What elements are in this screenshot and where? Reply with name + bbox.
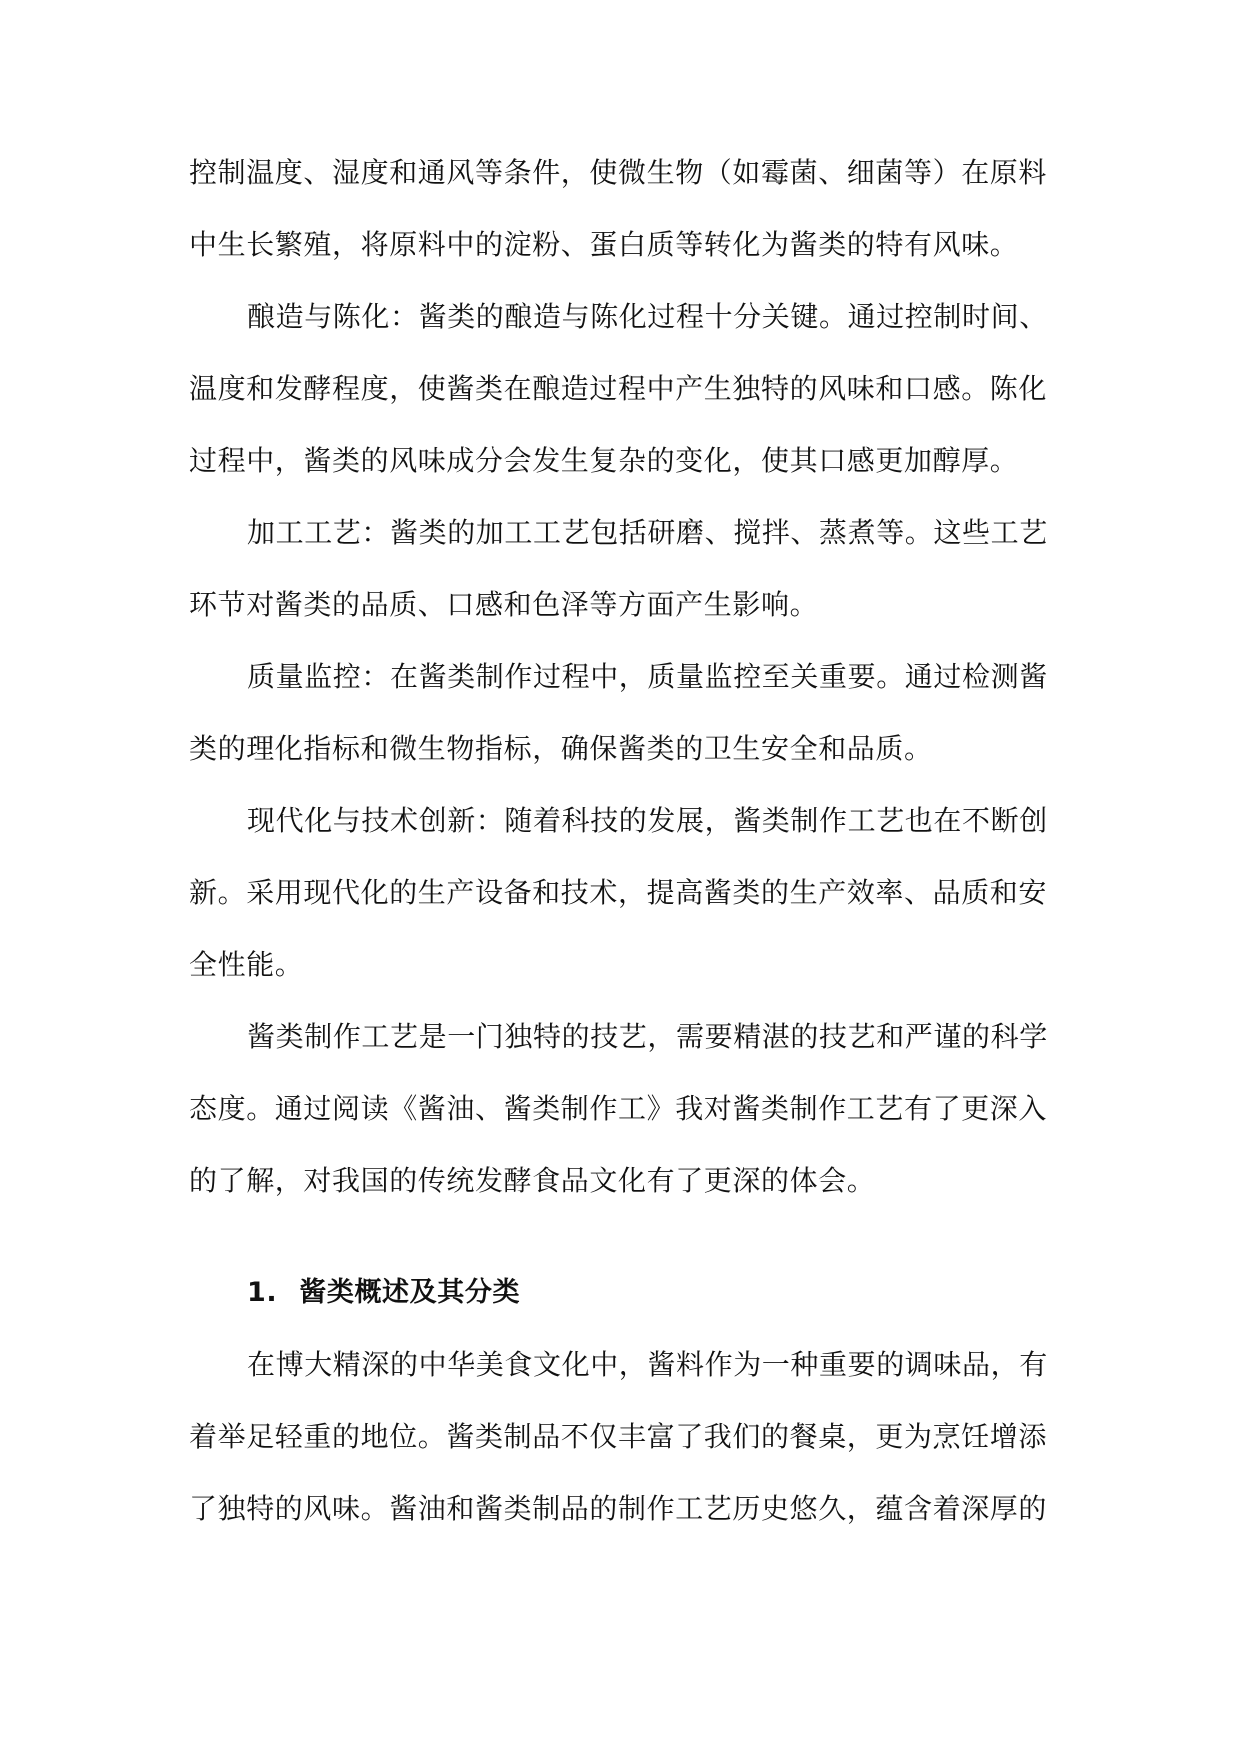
text-line: 新。采用现代化的生产设备和技术，提高酱类的生产效率、品质和安	[189, 876, 1048, 909]
paragraph-fermentation-conditions	[189, 144, 1049, 288]
paragraph-processing	[189, 504, 1049, 648]
text-line: 类的理化指标和微生物指标，确保酱类的卫生安全和品质。	[189, 732, 933, 765]
text-line: 态度。通过阅读《酱油、酱类制作工》我对酱类制作工艺有了更深入	[189, 1092, 1048, 1125]
text-line: 着举足轻重的地位。酱类制品不仅丰富了我们的餐桌，更为烹饪增添	[189, 1420, 1048, 1453]
text-line: 过程中，酱类的风味成分会发生复杂的变化，使其口感更加醇厚。	[189, 444, 1019, 477]
text-line: 控制温度、湿度和通风等条件，使微生物（如霉菌、细菌等）在原料	[189, 156, 1048, 189]
text-line: 中生长繁殖，将原料中的淀粉、蛋白质等转化为酱类的特有风味。	[189, 228, 1019, 261]
paragraph-modernization	[189, 792, 1049, 1008]
text-line: 在博大精深的中华美食文化中，酱料作为一种重要的调味品，有	[247, 1348, 1048, 1381]
text-line: 质量监控：在酱类制作过程中，质量监控至关重要。通过检测酱	[247, 660, 1048, 693]
text-line: 现代化与技术创新：随着科技的发展，酱类制作工艺也在不断创	[247, 804, 1048, 837]
section-number: 1.	[247, 1277, 278, 1308]
section-heading	[189, 1264, 1049, 1336]
paragraph-section-intro	[189, 1336, 1049, 1552]
text-line: 温度和发酵程度，使酱类在酿造过程中产生独特的风味和口感。陈化	[189, 372, 1048, 405]
paragraph-conclusion	[189, 1008, 1049, 1224]
document-body	[189, 144, 1049, 1552]
text-line: 环节对酱类的品质、口感和色泽等方面产生影响。	[189, 588, 819, 621]
section-title: 酱类概述及其分类	[299, 1277, 521, 1308]
text-line: 加工工艺：酱类的加工工艺包括研磨、搅拌、蒸煮等。这些工艺	[247, 516, 1048, 549]
paragraph-brewing-aging	[189, 288, 1049, 504]
text-line: 全性能。	[189, 948, 304, 981]
text-line: 的了解，对我国的传统发酵食品文化有了更深的体会。	[189, 1164, 876, 1197]
text-line: 酱类制作工艺是一门独特的技艺，需要精湛的技艺和严谨的科学	[247, 1020, 1048, 1053]
paragraph-quality-control	[189, 648, 1049, 792]
text-line: 了独特的风味。酱油和酱类制品的制作工艺历史悠久，蕴含着深厚的	[189, 1492, 1048, 1525]
text-line: 酿造与陈化：酱类的酿造与陈化过程十分关键。通过控制时间、	[247, 300, 1048, 333]
